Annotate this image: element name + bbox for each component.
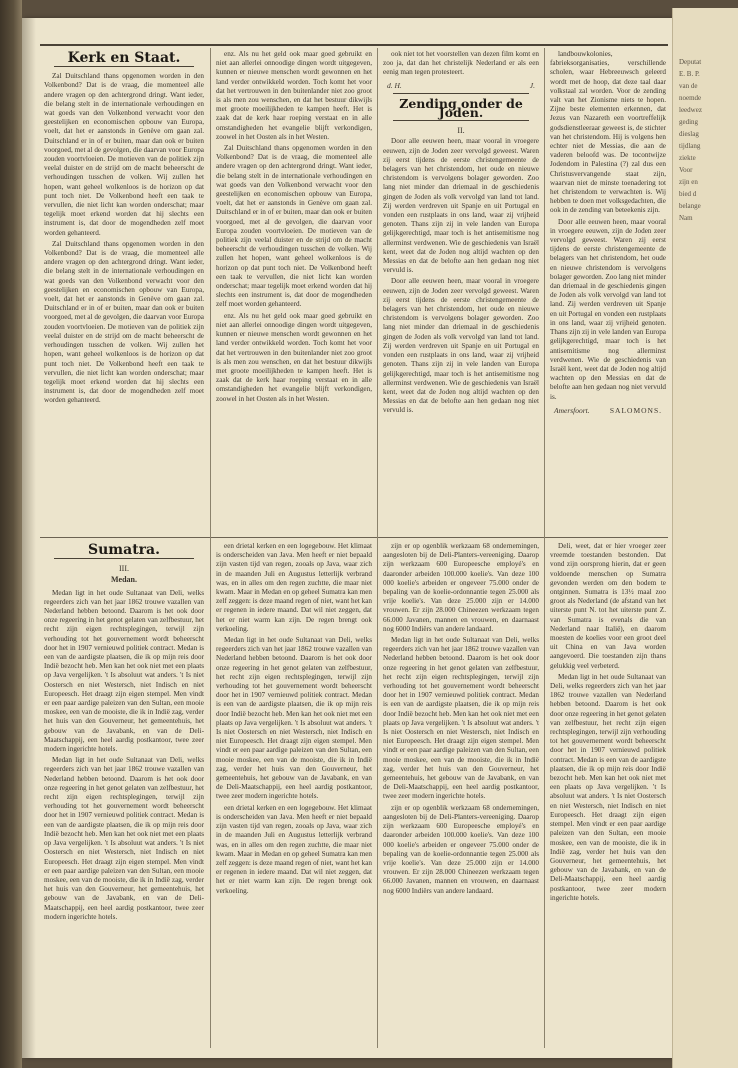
adjacent-page-text-fragment: ziekte: [679, 154, 696, 162]
article-body-continued: Medan ligt in het oude Sultanaat van Deli, welks regeerders zich van het jaar 1862 trouwe vazallen van Nederland hebben betoond. Daarom is het ook door onze regeering in het genot gelaten van zelfbestuur, het recht zijn eigen rechtsplegingen, terwijl zijn verhouding tot het gouvernement wordt beheerscht door het in 1907 vernieuwd politiek contract. Medan is een van de aardigste plaatsen, die ik op mijn reis door Indië bezocht heb. Men kan het ook niet met een plaats op Java vergelijken. 't Is absoluut wat anders. 't Is niet Oostersch en niet Westersch, niet Indisch en niet Europeesch. Het draagt zijn eigen stempel. Men vindt er een paar aardige paleizen van den Sultan, een mooie moskee, een van de mooiste, die ik in Indië zag, verder het huis van den Gouverneur, het gemeentehuis, het gebouw van de Javabank, en van de Deli-Maatschappij, een heel aardig postkantoor, twee zeer modern ingerichte hotels.: [216, 636, 372, 801]
part-numeral: III.: [119, 564, 129, 574]
article-zending: [383, 50, 539, 534]
article-separator: [393, 93, 529, 94]
adjacent-page-text-fragment: van de: [679, 82, 698, 90]
article-title: Zending onder de Joden.: [399, 95, 523, 121]
article-body-continued: een drietal kerken en een logegebouw. Het klimaat is onderscheiden van Java. Men heeft er niet bepaald zijn vasten tijd van regen, zooals op Java, waar zich in de maanden Juli en Augustus letterlijk verbrand was, en in alles om den regen zuchtte, die maar niet kwam. Maar in Medan en op geheel Sumatra kan men zelf zeggen: is deze maand regen of niet, want het kan er regenen in iedere maand. Dat wil niet zeggen, dat het er niet warm kan zijn. De regen brengt ook verkoeling.: [216, 803, 372, 895]
article-body-continued: Door alle eeuwen heen, maar vooral in vroegere eeuwen, zijn de Joden zeer vervolgd geweest. Waren zij eerst tijdens de eerste christengemeente de belagers van het christendom, het oude en nieuwe christendom is vervolgens bolager geworden. Zoo lang niet minder dan driemaal in de geschiedenis gingen de Joden als volk vervolgd van land tot land. Zij werden verdreven uit Spanje en uit Portugal en vonden een rustplaats in ons land, waar zij vrijheid genoten. Thans zijn zij in vele landen van Europa gelijkgerechtigd, maar toch is het antisemitisme nog allerminst verdwenen. Wie de geschiedenis van Israël kent, weet dat de Joden nog altijd wachten op den Messias en dat de belofte aan hen gedaan nog niet vervuld is.: [383, 277, 539, 415]
title-rule: [54, 66, 194, 67]
column-rule: [210, 48, 211, 1048]
article-body: een drietal kerken en een logegebouw. Het klimaat is onderscheiden van Java. Men heeft er niet bepaald zijn vasten tijd van regen, zooals op Java, waar zich in de maanden Juli en Augustus letterlijk verbrand was, en in alles om den regen zuchtte, die maar niet kwam. Maar in Medan en op geheel Sumatra kan men zelf zeggen: is deze maand regen of niet, want het kan er regenen in iedere maand. Dat wil niet zeggen, dat het er niet warm kan zijn. De regen brengt ook verkoeling.: [216, 542, 372, 633]
page-gutter-shadow: [22, 18, 36, 1058]
article-kerk-continued: [216, 50, 372, 534]
adjacent-page-text-fragment: tijdlang: [679, 142, 701, 150]
article-body-continued: zijn er op ogenblik werkzaam 68 ondernemingen, aangesloten bij de Deli-Planters-vereeniging. Daarop zijn werkzaam 600 Europeesche employé's en daaronder arbeiden 100.000 koelie's. Van deze 100 000 koelie's arbeiden er ongeveer 75.000 onder de bepaling van de koelie-ordonnantie tegen 25.000 als vrije koelie's. Van deze 25.000 zijn er 14.000 vrouwen. Er zijn 28.000 Chineezen werkzaam tegen 66.000 Javanen, mannen en vrouwen, en daarnaast nog 6000 Indiërs van andere landaard.: [383, 803, 539, 895]
adjacent-page-text-fragment: Voor: [679, 166, 693, 174]
article-subtitle: Medan.: [111, 575, 137, 585]
article-body-continued: Door alle eeuwen heen, maar vooral in vroegere eeuwen, zijn de Joden zeer vervolgd geweest. Waren zij eerst tijdens de eerste christengemeente de belagers van het christendom, het oude en nieuwe christendom is vervolgens bolager geworden. Zoo lang niet minder dan driemaal in de geschiedenis gingen de Joden als volk vervolgd van land tot land. Zij werden verdreven uit Spanje en uit Portugal en vonden een rustplaats in ons land, waar zij vrijheid genoten. Thans zijn zij in vele landen van Europa gelijkgerechtigd, maar toch is het antisemitisme nog allerminst verdwenen. Wie de geschiedenis van Israël kent, weet dat de Joden nog altijd wachten op den Messias en dat de belofte aan hen gedaan nog niet vervuld is.: [550, 217, 666, 401]
article-sumatra-continued: [216, 542, 372, 1042]
adjacent-page-text-fragment: bied d: [679, 190, 697, 198]
article-body: Deli, weet, dat er hier vroeger zeer vreemde toestanden bestonden. Dat vond zijn oorsprong hierin, dat er geen voldoende menschen op Sumatra gevonden werden om den bodem te ontginnen. Sumatra is 13½ maal zoo groot als Nederland (de afstand van het uiterste punt N. tot het uiterste punt Z. van Sumatra is evenals die van Nederland naar Italië), en daarom moesten de koelies voor een groot deel uit China en van Java worden aangevoerd. Die toestanden zijn thans gelukkig veel verbeterd.: [550, 542, 666, 670]
article-zending-continued: [550, 50, 666, 534]
signature-place: Amersfoort.: [554, 405, 590, 415]
adjacent-page-text-fragment: geding: [679, 118, 699, 126]
article-title: Sumatra.: [88, 542, 160, 558]
preceding-signature: [387, 81, 535, 90]
article-kerk-en-staat: [44, 50, 204, 534]
article-body-continued: Medan ligt in het oude Sultanaat van Deli, welks regeerders zich van het jaar 1862 trouwe vazallen van Nederland hebben betoond. Daarom is het ook door onze regeering in het genot gelaten van zelfbestuur, het recht zijn eigen rechtsplegingen, terwijl zijn verhouding tot het gouvernement wordt beheerscht door het in 1907 vernieuwd politiek contract. Medan is een van de aardigste plaatsen, die ik op mijn reis door Indië bezocht heb. Men kan het ook niet met een plaats op Java vergelijken. 't Is absoluut wat anders. 't Is niet Oostersch en niet Westersch, niet Indisch en niet Europeesch. Het draagt zijn eigen stempel. Men vindt er een paar aardige paleizen van den Sultan, een mooie moskee, een van de mooiste, die ik in Indië zag, verder het huis van den Gouverneur, het gemeentehuis, het gebouw van de Javabank, en van de Deli-Maatschappij, een heel aardig postkantoor, twee zeer modern ingerichte hotels.: [383, 636, 539, 801]
preceding-article-end: ook niet tot het voorstellen van dezen film komt en zoo ja, dat dan het christelijk Nederland er als een eenig man tegen protesteert.: [383, 50, 539, 77]
adjacent-page-text-fragment: dieslag: [679, 130, 699, 138]
article-sumatra: [44, 542, 204, 1042]
column-rule: [544, 48, 545, 1048]
article-body-continued: Zal Duitschland thans opgenomen worden in den Volkenbond? Dat is de vraag, die momenteel alle andere vragen op den achtergrond dringt. Want ieder, die belang stelt in de internationale verhoudingen en wat goeds van den Volkenbond verwacht voor den geestelijken en economischen opbouw van Europa, voelt, dat het er aanstonds in Genève om gaan zal. Duitschland er in of er buiten, maar dan ook er buiten voorgoed, met al de gevolgen, die daarvan voor Europa zouden voortvloeien. De motieven van de politiek zijn veelal duister en de strijd om de macht beheerscht de verhoudingen tusschen de volken. Wij zullen het hopen, want geheel wolkenloos is de horizon op dat punt toch niet. De Volkenbond heeft een taak te vervullen, die niet licht kan worden onderschat; maar tegelijk moet erkend worden dat hij slechts een instrument is, dat door de mogendheden zelf moet worden gehanteerd.: [216, 144, 372, 309]
article-sumatra-continued: [550, 542, 666, 1042]
title-rule: [393, 120, 529, 121]
adjacent-page-text-fragment: noemde: [679, 94, 702, 102]
article-body: Zal Duitschland thans opgenomen worden in den Volkenbond? Dat is de vraag, die momenteel alle andere vragen op den achtergrond dringt. Want ieder, die belang stelt in de internationale verhoudingen en wat goeds van den Volkenbond verwacht voor den geestelijken en economischen opbouw van Europa, voelt, dat het er aanstonds in Genève om gaan zal. Duitschland er in of er buiten, maar dan ook er buiten voorgoed, met al de gevolgen, die daarvan voor Europa zouden voortvloeien. De motieven van de politiek zijn veelal duister en de strijd om de macht beheerscht de verhoudingen tusschen de volken. Wij zullen het hopen, want geheel wolkenloos is de horizon op dat punt toch niet. De Volkenbond heeft een taak te vervullen, die niet licht kan worden onderschat; maar tegelijk moet erkend worden dat hij slechts een instrument is, dat door de mogendheden zelf moet worden gehanteerd.: [44, 72, 204, 237]
adjacent-page-text-fragment: zijn en: [679, 178, 698, 186]
article-sumatra-continued: [383, 542, 539, 1042]
article-body: Medan ligt in het oude Sultanaat van Deli, welks regeerders zich van het jaar 1862 trouwe vazallen van Nederland hebben betoond. Daarom is het ook door onze regeering in het genot gelaten van zelfbestuur, het recht zijn eigen rechtsplegingen, terwijl zijn verhouding tot het gouvernement wordt beheerscht door het in 1907 vernieuwd politiek contract. Medan is een van de aardigste plaatsen, die ik op mijn reis door Indië bezocht heb. Men kan het ook niet met een plaats op Java vergelijken. 't Is absoluut wat anders. 't Is niet Oostersch en niet Westersch, niet Indisch en niet Europeesch. Het draagt zijn eigen stempel. Men vindt er een paar aardige paleizen van den Sultan, een mooie moskee, een van de mooiste, die ik in Indië zag, verder het huis van den Gouverneur, het gemeentehuis, het gebouw van de Javabank, en van de Deli-Maatschappij, een heel aardig postkantoor, twee zeer modern ingerichte hotels.: [44, 588, 204, 754]
column-rule: [377, 48, 378, 1048]
adjacent-page-edge: [672, 8, 738, 1068]
title-rule: [54, 558, 194, 559]
adjacent-page-text-fragment: Deputat: [679, 58, 702, 66]
signature-initials: d. H.: [387, 80, 402, 90]
section-divider: [40, 537, 668, 538]
adjacent-page-text-fragment: leedwez: [679, 106, 702, 114]
article-body-continued: Medan ligt in het oude Sultanaat van Deli, welks regeerders zich van het jaar 1862 trouwe vazallen van Nederland hebben betoond. Daarom is het ook door onze regeering in het genot gelaten van zelfbestuur, het recht zijn eigen rechtsplegingen, terwijl zijn verhouding tot het gouvernement wordt beheerscht door het in 1907 vernieuwd politiek contract. Medan is een van de aardigste plaatsen, die ik op mijn reis door Indië bezocht heb. Men kan het ook niet met een plaats op Java vergelijken. 't Is absoluut wat anders. 't Is niet Oostersch en niet Westersch, niet Indisch en niet Europeesch. Het draagt zijn eigen stempel. Men vindt er een paar aardige paleizen van den Sultan, een mooie moskee, een van de mooiste, die ik in Indië zag, verder het huis van den Gouverneur, het gemeentehuis, het gebouw van de Javabank, en van de Deli-Maatschappij, een heel aardig postkantoor, twee zeer modern ingerichte hotels.: [550, 672, 666, 902]
top-rule: [40, 44, 668, 46]
adjacent-page-text-fragment: E. B. P.: [679, 70, 700, 78]
article-body-continued: Zal Duitschland thans opgenomen worden in den Volkenbond? Dat is de vraag, die momenteel alle andere vragen op den achtergrond dringt. Want ieder, die belang stelt in de internationale verhoudingen en wat goeds van den Volkenbond verwacht voor den geestelijken en economischen opbouw van Europa, voelt, dat het er aanstonds in Genève om gaan zal. Duitschland er in of er buiten, maar dan ook er buiten voorgoed, met al de gevolgen, die daarvan voor Europa zouden voortvloeien. De motieven van de politiek zijn veelal duister en de strijd om de macht beheerscht de verhoudingen tusschen de volken. Wij zullen het hopen, want geheel wolkenloos is de horizon op dat punt toch niet. De Volkenbond heeft een taak te vervullen, die niet licht kan worden onderschat; maar tegelijk moet erkend worden dat hij slechts een instrument is, dat door de mogendheden zelf moet worden gehanteerd.: [44, 239, 204, 405]
article-body: enz. Als nu het geld ook maar goed gebruikt en niet aan allerlei onnoodige dingen wordt uitgegeven, kunnen er nieuwe menschen wordt gewonnen en het land verder ontwikkeld worden. Toch komt het voor dat het vertrouwen in den buitenlander niet zoo groot is als men zou wenschen, en dat het bestuur dikwijls met groote moeilijkheden te kampen heeft. Het is zaak dat de kerk haar roeping verstaat en in alle omstandigheden het evangelie blijft verkondigen, zoowel in het Oosten als in het Westen.: [216, 50, 372, 141]
article-body-continued: enz. Als nu het geld ook maar goed gebruikt en niet aan allerlei onnoodige dingen wordt uitgegeven, kunnen er nieuwe menschen wordt gewonnen en het land verder ontwikkeld worden. Toch komt het voor dat het vertrouwen in den buitenlander niet zoo groot is als men zou wenschen, en dat het bestuur dikwijls met groote moeilijkheden te kampen heeft. Het is zaak dat de kerk haar roeping verstaat en in alle omstandigheden het evangelie blijft verkondigen, zoowel in het Oosten als in het Westen.: [216, 311, 372, 403]
signature-letter: J.: [529, 80, 535, 90]
signature-name: SALOMONS.: [609, 405, 662, 415]
article-body-continued: Medan ligt in het oude Sultanaat van Deli, welks regeerders zich van het jaar 1862 trouwe vazallen van Nederland hebben betoond. Daarom is het ook door onze regeering in het genot gelaten van zelfbestuur, het recht zijn eigen rechtsplegingen, terwijl zijn verhouding tot het gouvernement wordt beheerscht door het in 1907 vernieuwd politiek contract. Medan is een van de aardigste plaatsen, die ik op mijn reis door Indië bezocht heb. Men kan het ook niet met een plaats op Java vergelijken. 't Is absoluut wat anders. 't Is niet Oostersch en niet Westersch, niet Indisch en niet Europeesch. Het draagt zijn eigen stempel. Men vindt er een paar aardige paleizen van den Sultan, een mooie moskee, een van de mooiste, die ik in Indië zag, verder het huis van den Gouverneur, het gemeentehuis, het gebouw van de Javabank, en van de Deli-Maatschappij, een heel aardig postkantoor, twee zeer modern ingerichte hotels.: [44, 756, 204, 921]
article-body: landbouwkolonies, fabrieksorganisaties, verschillende scholen, waar Hebreeuwsch geleerd wordt met de hoop, dat deze taal daar volkstaal zal worden. Voor de zending valt van het Zionisme niets te hopen. Zijne beste elementen erkennen, dat Jezus van Nazareth een voortreffelijk godsdienstleeraar geweest is, de stichter van het christendom. Hij is volgens hen echter niet de Messias, die aan de vaderen beloofd was. De tocontwijze Jodendom in Palestina (?) zal dus een Christusvervangende staat zijn, waarvan niet de minste toenadering tot het christendom te verwachten is. Wij hebben te doen met volksgedachten, die ook in de zending van beteekenis zijn.: [550, 50, 666, 215]
article-body: Door alle eeuwen heen, maar vooral in vroegere eeuwen, zijn de Joden zeer vervolgd geweest. Waren zij eerst tijdens de eerste christengemeente de belagers van het christendom, het oude en nieuwe christendom is vervolgens bolager geworden. Zoo lang niet minder dan driemaal in de geschiedenis gingen de Joden als volk vervolgd van land tot land. Zij werden verdreven uit Spanje en uit Portugal en vonden een rustplaats in ons land, waar zij vrijheid genoten. Thans zijn zij in vele landen van Europa gelijkgerechtigd, maar toch is het antisemitisme nog allerminst verdwenen. Wie de geschiedenis van Israël kent, weet dat de Joden nog altijd wachten op den Messias en dat de belofte aan hen gedaan nog niet vervuld is.: [383, 137, 539, 275]
article-title: Kerk en Staat.: [67, 50, 181, 66]
book-binding: [0, 0, 22, 1068]
article-signature: [554, 406, 662, 415]
part-numeral: II.: [457, 126, 465, 136]
article-body: zijn er op ogenblik werkzaam 68 ondernemingen, aangesloten bij de Deli-Planters-vereeniging. Daarop zijn werkzaam 600 Europeesche employé's en daaronder arbeiden 100.000 koelie's. Van deze 100 000 koelie's arbeiden er ongeveer 75.000 onder de bepaling van de koelie-ordonnantie tegen 25.000 als vrije koelie's. Van deze 25.000 zijn er 14.000 vrouwen. Er zijn 28.000 Chineezen werkzaam tegen 66.000 Javanen, mannen en vrouwen, en daarnaast nog 6000 Indiërs van andere landaard.: [383, 542, 539, 633]
adjacent-page-text-fragment: Nam: [679, 214, 693, 222]
adjacent-page-text-fragment: belange: [679, 202, 701, 210]
